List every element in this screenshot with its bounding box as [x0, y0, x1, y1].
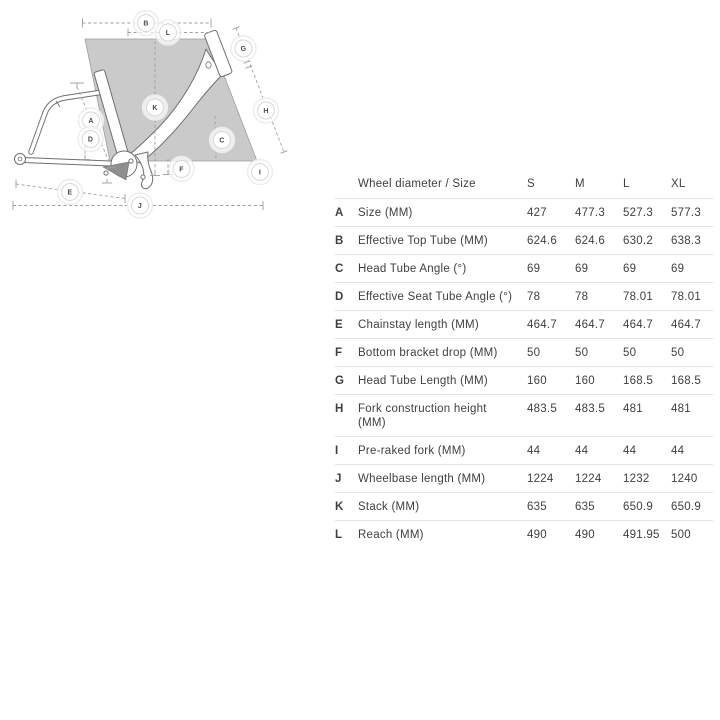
row-value-xl: 464.7: [671, 319, 702, 331]
row-value-l: 69: [623, 263, 637, 275]
diagram-marker-d: [78, 127, 103, 152]
row-value-l: 78.01: [623, 291, 654, 303]
table-row: [335, 282, 713, 310]
row-value-xl: 168.5: [671, 375, 702, 387]
diagram-marker-b: [134, 11, 159, 36]
row-value-xl: 500: [671, 529, 691, 541]
header-size-l: L: [623, 178, 630, 190]
row-key: L: [335, 529, 343, 541]
row-value-l: 50: [623, 347, 637, 359]
row-label: Fork construction height (MM): [358, 403, 487, 429]
row-value-m: 624.6: [575, 235, 606, 247]
marker-letter: I: [258, 169, 262, 177]
diagram-marker-l: [156, 20, 181, 45]
row-value-s: 483.5: [527, 403, 558, 415]
row-label: Stack (MM): [358, 501, 420, 513]
spec-table-rows: [335, 198, 713, 548]
header-label: Wheel diameter / Size: [358, 178, 476, 190]
table-row: [335, 436, 713, 464]
marker-letter: A: [88, 118, 94, 125]
row-value-s: 624.6: [527, 235, 558, 247]
row-value-s: 78: [527, 291, 541, 303]
row-value-xl: 44: [671, 445, 685, 457]
row-value-xl: 638.3: [671, 235, 702, 247]
diagram-marker-e: [58, 180, 83, 205]
row-key: I: [335, 445, 339, 457]
row-value-s: 490: [527, 529, 547, 541]
table-row: [335, 198, 713, 226]
row-key: H: [335, 403, 344, 415]
marker-letter: K: [152, 105, 158, 112]
row-key: K: [335, 501, 344, 513]
row-key: C: [335, 263, 344, 275]
row-value-l: 491.95: [623, 529, 660, 541]
row-value-xl: 50: [671, 347, 685, 359]
diagram-marker-k: [143, 95, 168, 120]
row-label: Wheelbase length (MM): [358, 473, 486, 485]
table-row: [335, 338, 713, 366]
row-value-m: 50: [575, 347, 589, 359]
row-value-m: 464.7: [575, 319, 606, 331]
row-value-xl: 1240: [671, 473, 698, 485]
row-value-xl: 577.3: [671, 207, 702, 219]
table-row: [335, 394, 713, 436]
row-value-m: 44: [575, 445, 589, 457]
table-row: [335, 492, 713, 520]
cable-port-hole: [206, 62, 211, 68]
row-value-s: 69: [527, 263, 541, 275]
geometry-diagram: [0, 0, 330, 232]
row-label: Bottom bracket drop (MM): [358, 347, 498, 359]
row-value-s: 635: [527, 501, 547, 513]
geometry-diagram-wrap: [0, 0, 330, 232]
table-row: [335, 310, 713, 338]
row-key: G: [335, 375, 345, 387]
row-value-s: 160: [527, 375, 547, 387]
row-value-l: 168.5: [623, 375, 654, 387]
diagram-marker-j: [128, 193, 153, 218]
row-value-m: 477.3: [575, 207, 606, 219]
table-row: [335, 520, 713, 548]
marker-letter: G: [240, 46, 247, 53]
row-value-xl: 69: [671, 263, 685, 275]
marker-letter: B: [143, 20, 149, 28]
row-key: E: [335, 319, 343, 331]
row-label: Effective Seat Tube Angle (°): [358, 291, 513, 303]
diagram-marker-g: [231, 36, 256, 61]
row-label: Chainstay length (MM): [358, 319, 479, 331]
row-key: F: [335, 347, 343, 359]
marker-letter: C: [219, 137, 225, 145]
row-label: Size (MM): [358, 207, 413, 219]
table-row: [335, 254, 713, 282]
marker-letter: J: [137, 203, 143, 210]
diagram-marker-h: [254, 98, 279, 123]
row-key: D: [335, 291, 344, 303]
row-key: J: [335, 473, 342, 485]
row-label: Reach (MM): [358, 529, 424, 541]
row-value-s: 50: [527, 347, 541, 359]
row-value-s: 427: [527, 207, 547, 219]
row-label: Head Tube Angle (°): [358, 263, 467, 275]
row-value-m: 160: [575, 375, 595, 387]
diagram-marker-f: [169, 157, 194, 182]
row-value-m: 78: [575, 291, 589, 303]
spec-table-header: [335, 170, 713, 198]
row-value-m: 483.5: [575, 403, 606, 415]
row-value-s: 1224: [527, 473, 554, 485]
row-value-l: 630.2: [623, 235, 654, 247]
row-value-l: 44: [623, 445, 637, 457]
table-row: [335, 464, 713, 492]
row-value-s: 464.7: [527, 319, 558, 331]
marker-letter: E: [67, 189, 73, 197]
table-row: [335, 366, 713, 394]
row-value-xl: 481: [671, 403, 691, 415]
row-value-xl: 650.9: [671, 501, 702, 513]
spec-table: [335, 170, 713, 548]
row-value-l: 464.7: [623, 319, 654, 331]
row-value-m: 490: [575, 529, 595, 541]
row-label: Effective Top Tube (MM): [358, 235, 488, 247]
row-label: Pre-raked fork (MM): [358, 445, 466, 457]
marker-letter: H: [263, 108, 269, 115]
row-value-m: 69: [575, 263, 589, 275]
row-label: Head Tube Length (MM): [358, 375, 488, 387]
row-value-l: 1232: [623, 473, 650, 485]
row-value-m: 635: [575, 501, 595, 513]
diagram-marker-c: [210, 128, 235, 153]
header-size-xl: XL: [671, 178, 686, 190]
diagram-marker-i: [248, 160, 273, 185]
row-value-l: 650.9: [623, 501, 654, 513]
row-value-l: 527.3: [623, 207, 654, 219]
row-key: B: [335, 235, 344, 247]
table-row: [335, 226, 713, 254]
marker-letter: D: [87, 136, 94, 144]
row-value-m: 1224: [575, 473, 602, 485]
header-size-s: S: [527, 178, 535, 190]
row-value-xl: 78.01: [671, 291, 702, 303]
row-value-s: 44: [527, 445, 541, 457]
row-value-l: 481: [623, 403, 643, 415]
header-size-m: M: [575, 178, 585, 190]
marker-letter: F: [179, 166, 184, 174]
marker-letter: L: [165, 30, 171, 37]
row-key: A: [335, 207, 344, 219]
